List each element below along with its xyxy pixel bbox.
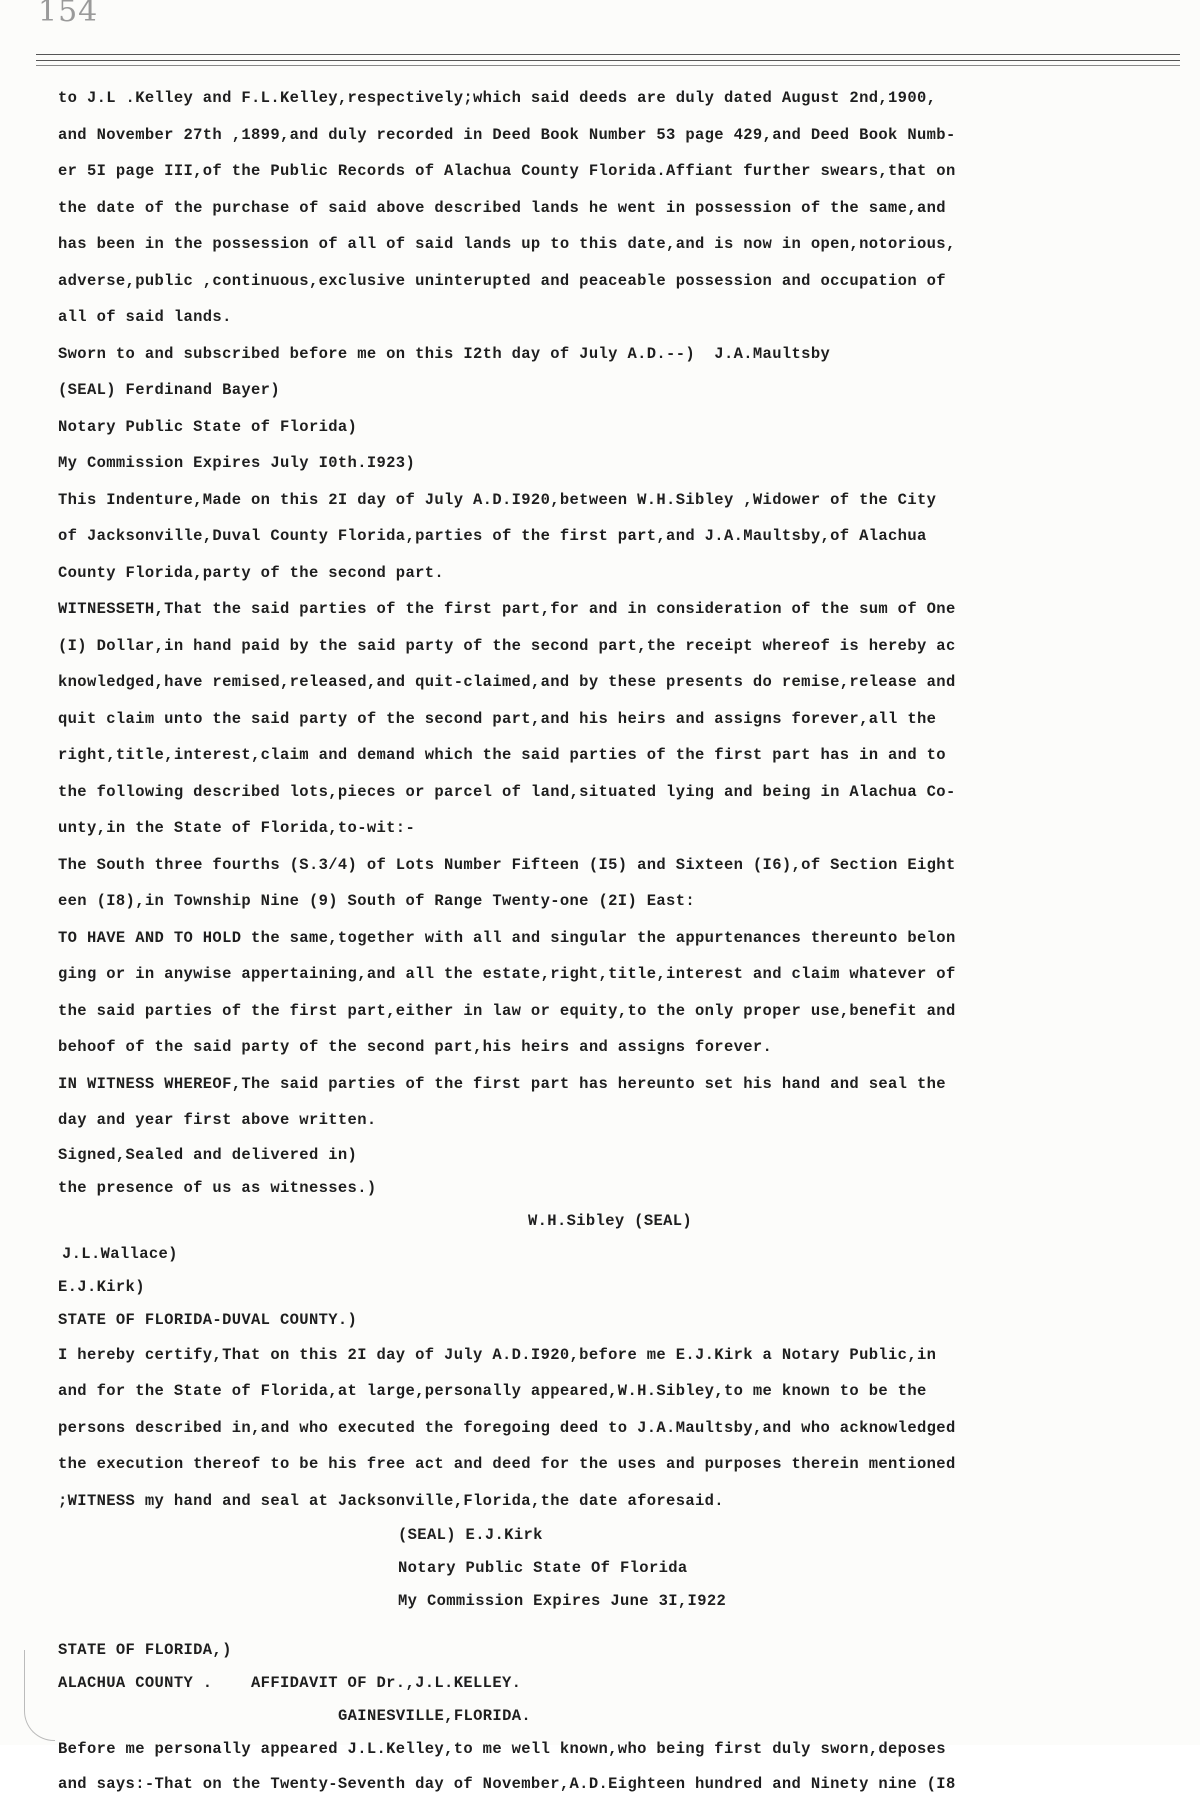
affidavit-title: ALACHUA COUNTY . AFFIDAVIT OF Dr.,J.L.KELLEY. bbox=[58, 1674, 522, 1692]
witness-signature: J.L.Wallace) bbox=[62, 1244, 178, 1263]
text-line: quit claim unto the said party of the second part,and his heirs and assigns forever,all the bbox=[58, 709, 937, 728]
text-line: and for the State of Florida,at large,personally appeared,W.H.Sibley,to me known to be the bbox=[58, 1382, 927, 1400]
text-line: Before me personally appeared J.L.Kelley,to me well known,who being first duly sworn,deposes bbox=[58, 1740, 946, 1758]
text-line: right,title,interest,claim and demand which the said parties of the first part has in and to bbox=[58, 746, 946, 764]
text-line: all of said lands. bbox=[58, 308, 232, 326]
text-line: of Jacksonville,Duval County Florida,parties of the first part,and J.A.Maultsby,of Alachua bbox=[58, 527, 927, 545]
text-line: een (I8),in Township Nine (9) South of Range Twenty-one (2I) East: bbox=[58, 892, 695, 910]
page-edge-mark bbox=[24, 1650, 55, 1741]
header-rule bbox=[36, 60, 1180, 61]
text-line: behoof of the said party of the second part,his heirs and assigns forever. bbox=[58, 1038, 773, 1056]
signer-signature: W.H.Sibley (SEAL) bbox=[528, 1211, 693, 1230]
text-line: WITNESSETH,That the said parties of the first part,for and in consideration of the sum of One bbox=[58, 600, 956, 618]
text-line: ging or in anywise appertaining,and all the estate,right,title,interest and claim whatever of bbox=[58, 965, 956, 983]
affidavit-state: STATE OF FLORIDA,) bbox=[58, 1641, 232, 1659]
text-line: knowledged,have remised,released,and quit-claimed,and by these presents do remise,release and bbox=[58, 673, 956, 691]
text-line: TO HAVE AND TO HOLD the same,together with all and singular the appurtenances thereunto belon bbox=[58, 928, 956, 947]
text-line: The South three fourths (S.3/4) of Lots Number Fifteen (I5) and Sixteen (I6),of Section Eight bbox=[58, 855, 956, 874]
header-rule bbox=[36, 65, 1180, 66]
text-line: County Florida,party of the second part. bbox=[58, 563, 445, 582]
text-line: adverse,public ,continuous,exclusive uninterupted and peaceable possession and occupation of bbox=[58, 271, 946, 290]
text-line: day and year first above written. bbox=[58, 1111, 377, 1129]
text-line: unty,in the State of Florida,to-wit:- bbox=[58, 819, 416, 837]
text-line: My Commission Expires July I0th.I923) bbox=[58, 454, 416, 472]
text-line: persons described in,and who executed the foregoing deed to J.A.Maultsby,and who acknowledged bbox=[58, 1418, 956, 1437]
text-line: Sworn to and subscribed before me on this I2th day of July A.D.--) J.A.Maultsby bbox=[58, 344, 831, 363]
text-line: (SEAL) Ferdinand Bayer) bbox=[58, 381, 280, 399]
state-county-heading: STATE OF FLORIDA-DUVAL COUNTY.) bbox=[58, 1310, 358, 1329]
text-line: the execution thereof to be his free act and deed for the uses and purposes therein mentioned bbox=[58, 1455, 956, 1473]
text-line: (I) Dollar,in hand paid by the said party of the second part,the receipt whereof is hereby ac bbox=[58, 636, 956, 655]
text-line: the date of the purchase of said above described lands he went in possession of the same,and bbox=[58, 198, 946, 217]
document-body bbox=[58, 80, 1168, 1803]
header-rule bbox=[36, 54, 1180, 55]
text-line: has been in the possession of all of said lands up to this date,and is now in open,notorious, bbox=[58, 235, 956, 253]
text-line: ;WITNESS my hand and seal at Jacksonville,Florida,the date aforesaid. bbox=[58, 1491, 724, 1510]
text-line: Signed,Sealed and delivered in) bbox=[58, 1145, 358, 1164]
notary-title: Notary Public State Of Florida bbox=[398, 1559, 688, 1577]
notary-seal-signature: (SEAL) E.J.Kirk bbox=[398, 1526, 543, 1544]
text-line: and November 27th ,1899,and duly recorded in Deed Book Number 53 page 429,and Deed Book Numb- bbox=[58, 125, 956, 144]
text-line: IN WITNESS WHEREOF,The said parties of the first part has hereunto set his hand and seal the bbox=[58, 1074, 946, 1093]
text-line: er 5I page III,of the Public Records of Alachua County Florida.Affiant further swears,that on bbox=[58, 162, 956, 180]
text-line: Notary Public State of Florida) bbox=[58, 417, 358, 436]
witness-signature: E.J.Kirk) bbox=[58, 1277, 145, 1296]
text-line: the presence of us as witnesses.) bbox=[58, 1178, 377, 1197]
text-line: to J.L .Kelley and F.L.Kelley,respectively;which said deeds are duly dated August 2nd,1900, bbox=[58, 89, 937, 107]
spacer bbox=[58, 1618, 1168, 1634]
text-line: the said parties of the first part,either in law or equity,to the only proper use,benefit and bbox=[58, 1001, 956, 1020]
text-line: and says:-That on the Twenty-Seventh day of November,A.D.Eighteen hundred and Ninety nine (I8 bbox=[58, 1775, 956, 1793]
text-line: This Indenture,Made on this 2I day of July A.D.I920,between W.H.Sibley ,Widower of the City bbox=[58, 490, 937, 509]
text-line: I hereby certify,That on this 2I day of July A.D.I920,before me E.J.Kirk a Notary Public,in bbox=[58, 1345, 937, 1364]
affidavit-place: GAINESVILLE,FLORIDA. bbox=[338, 1707, 532, 1725]
page-number: 154 bbox=[38, 0, 99, 29]
notary-expiration: My Commission Expires June 3I,I922 bbox=[398, 1592, 727, 1610]
text-line: the following described lots,pieces or parcel of land,situated lying and being in Alachua Co- bbox=[58, 782, 956, 801]
